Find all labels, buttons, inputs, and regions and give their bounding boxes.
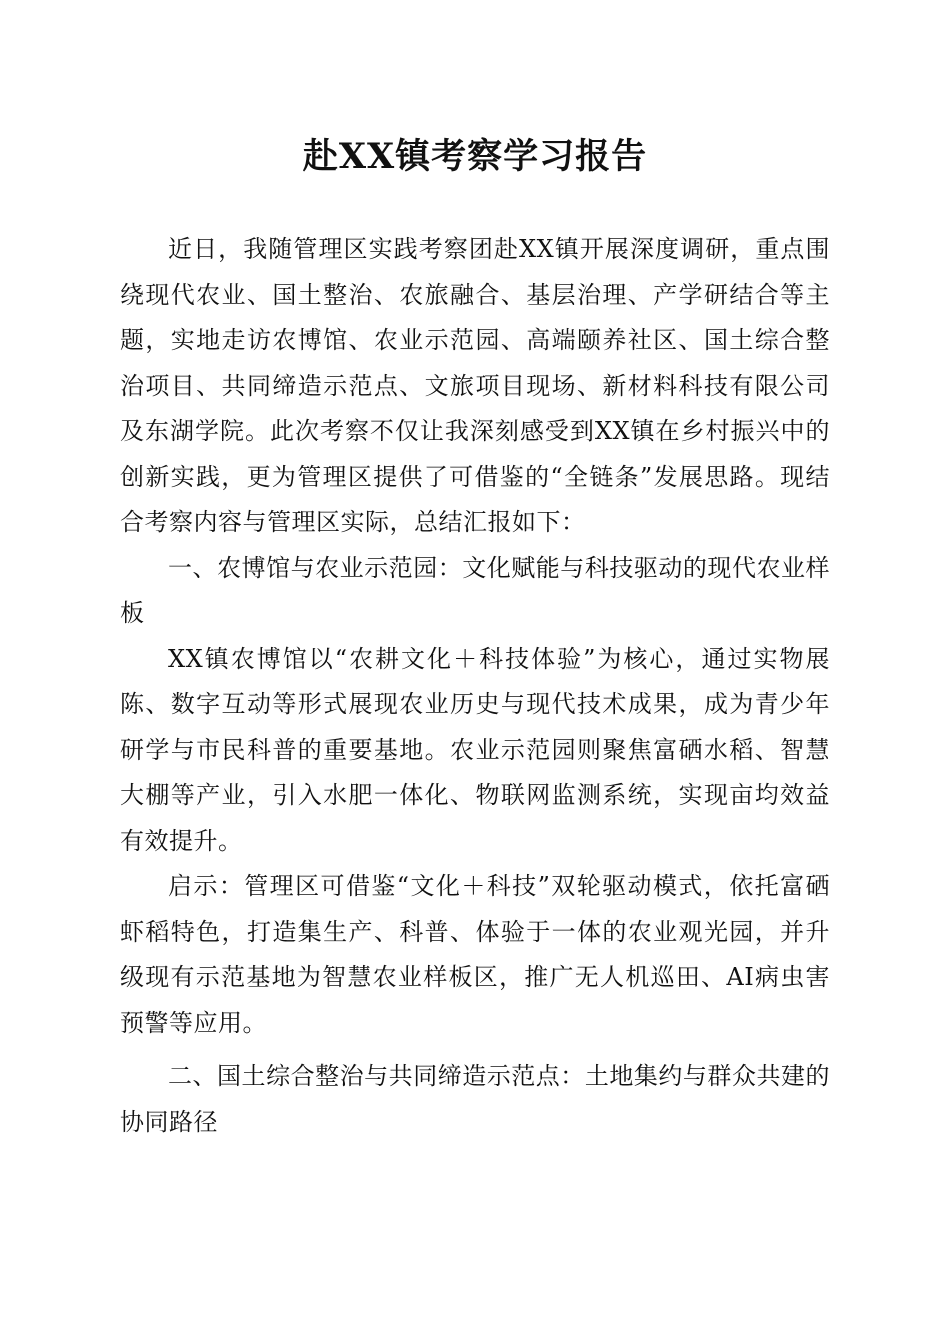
section-1-heading: 一、农博馆与农业示范园：文化赋能与科技驱动的现代农业样板 (120, 553, 830, 627)
document-body (120, 227, 830, 1145)
section-2-heading: 二、国土综合整治与共同缔造示范点：土地集约与群众共建的协同路径 (120, 1062, 830, 1136)
section-1-paragraph-1: XX镇农博馆以“农耕文化＋科技体验”为核心，通过实物展陈、数字互动等形式展现农业历史与现代技术成果，成为青少年研学与市民科普的重要基地。农业示范园则聚焦富硒水稻、智慧大棚等产业，引入水肥一体化、物联网监测系统，实现亩均效益有效提升。 (120, 644, 830, 855)
section-1-paragraph-2: 启示：管理区可借鉴“文化＋科技”双轮驱动模式，依托富硒虾稻特色，打造集生产、科普、体验于一体的农业观光园，并升级现有示范基地为智慧农业样板区，推广无人机巡田、AI病虫害预警等应用。 (120, 872, 830, 1037)
document-title: 赴XX镇考察学习报告 (302, 136, 648, 177)
section-spacer (120, 1046, 830, 1054)
intro-paragraph: 近日，我随管理区实践考察团赴XX镇开展深度调研，重点围绕现代农业、国土整治、农旅融合、基层治理、产学研结合等主题，实地走访农博馆、农业示范园、高端颐养社区、国土综合整治项目、共同缔造示范点、文旅项目现场、新材料科技有限公司及东湖学院。此次考察不仅让我深刻感受到XX镇在乡村振兴中的创新实践，更为管理区提供了可借鉴的“全链条”发展思路。现结合考察内容与管理区实际，总结汇报如下： (120, 235, 830, 536)
